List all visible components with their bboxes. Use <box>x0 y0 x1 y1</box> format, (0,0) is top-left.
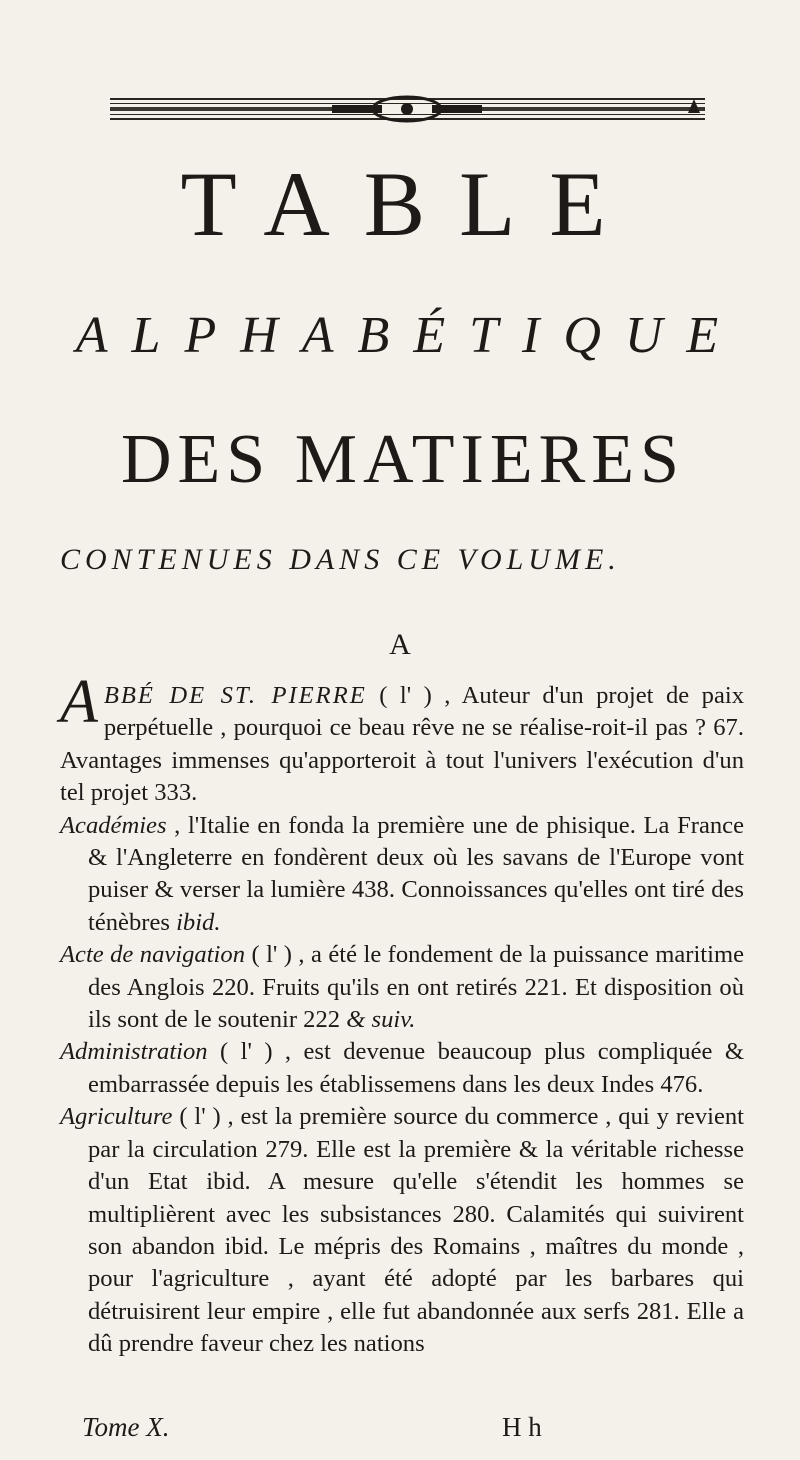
entry-academies <box>60 810 744 940</box>
entry-text: ( l' ) , Auteur d'un projet de paix perpétuelle , pourquoi ce beau rêve ne se réalise-roit-il pas ? 67. Avantages immenses qu'apporteroit à tout l'univers l'exécution d'un tel projet 333. <box>60 682 745 807</box>
title-alphabetique: ALPHABÉTIQUE <box>75 307 743 364</box>
entry-text: , l'Italie en fonda la première une de phisique. La France & l'Angleterre en fondèrent deux où les savans de l'Europe vont puiser & verser la lumière 438. Connoissances qu'elles ont tiré des ténèbres <box>88 811 744 936</box>
entry-agriculture <box>60 1101 744 1360</box>
entry-headword: Administration <box>60 1038 208 1066</box>
entry-headword: Agriculture <box>60 1103 173 1131</box>
title-des-matieres: DES MATIERES <box>121 421 685 498</box>
entry-administration <box>60 1036 744 1101</box>
entry-acte-navigation <box>60 939 744 1036</box>
entry-headword: Académies <box>60 811 167 839</box>
headpiece-ornament <box>110 95 705 123</box>
entry-tail: ibid. <box>176 908 221 936</box>
index-entries <box>60 668 745 1361</box>
entry-tail: & suiv. <box>346 1006 416 1034</box>
entry-headword: Acte de navigation <box>60 941 245 969</box>
title-contenues: CONTENUES DANS CE VOLUME. <box>60 543 621 576</box>
entry-text: ( l' ) , est devenue beaucoup plus compliquée & embarrassée depuis les établissemens dans les deux Indes 476. <box>88 1038 744 1098</box>
entry-headword: BBÉ DE ST. PIERRE <box>103 682 367 709</box>
entry-text: ( l' ) , a été le fondement de la puissance maritime des Anglois 220. Fruits qu'ils en ont retirés 221. Et disposition où ils sont de le soutenir 222 <box>88 941 744 1034</box>
footer-signature: H h <box>502 1412 542 1442</box>
title-table: TABLE <box>180 153 640 255</box>
entry-text: ( l' ) , est la première source du commerce , qui y revient par la circulation 279. Elle est la première & la véritable richesse d'un Etat ibid. A mesure qu'elle s'étendit les hommes se multiplièrent avec les subsistances 280. Calamités qui suivirent son abandon ibid. Le mépris des Romains , maîtres du monde , pour l'agriculture , ayant été adopté par les barbares qui détruisirent leur empire , elle fut abandonnée aux serfs 281. Elle a dû prendre faveur chez les nations <box>88 1103 744 1358</box>
drop-cap: A <box>60 668 98 736</box>
section-letter: A <box>389 628 411 661</box>
footer-tome: Tome X. <box>82 1412 170 1442</box>
entry-abbe <box>60 668 745 810</box>
